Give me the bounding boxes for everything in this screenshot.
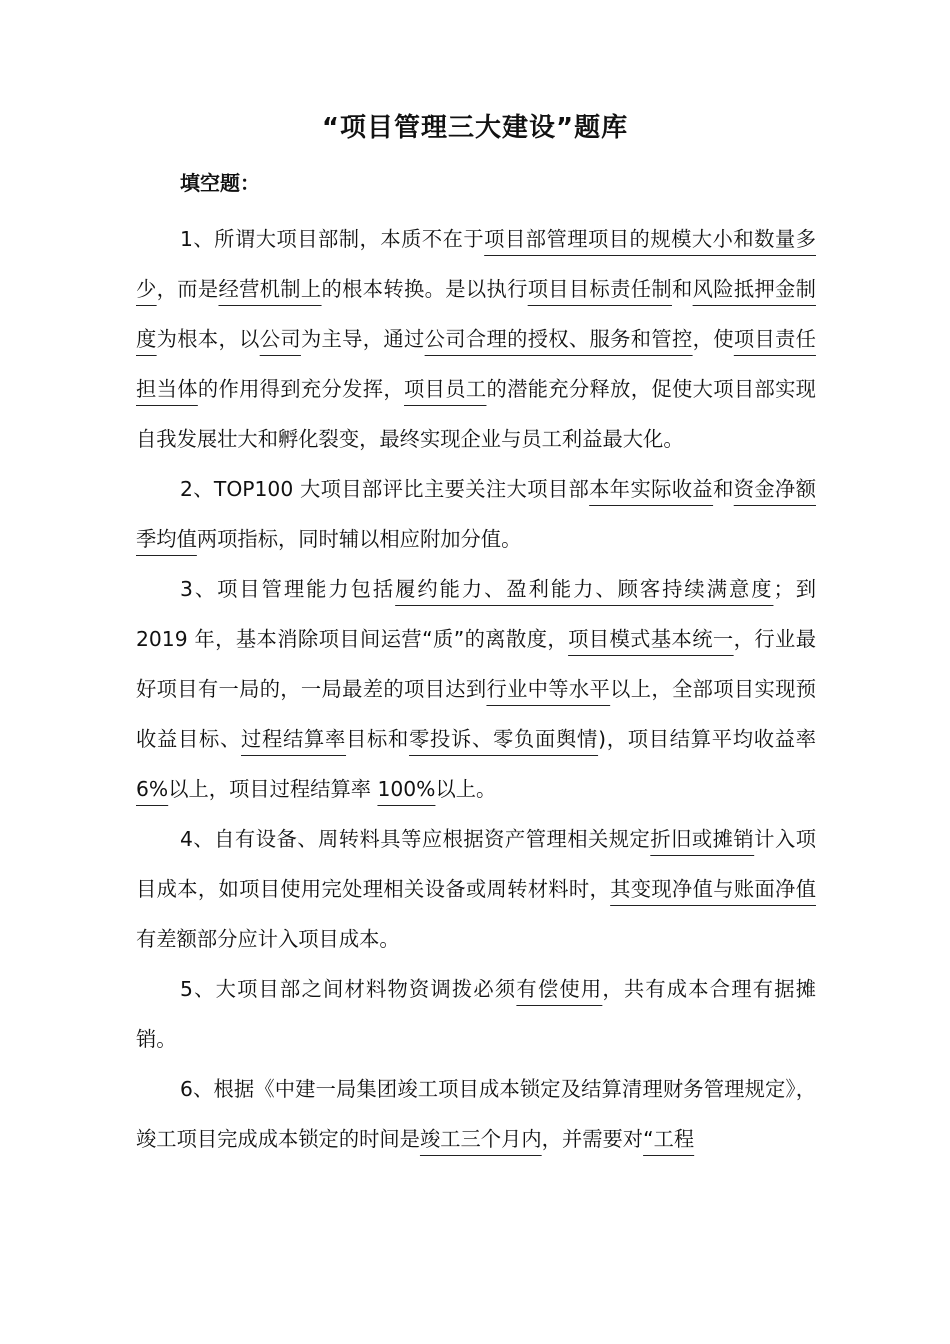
- question-text: 2、TOP100 大项目部评比主要关注大项目部: [180, 477, 590, 501]
- answer-blank: 竣工三个月内: [419, 1127, 542, 1151]
- question-5: [136, 964, 816, 1064]
- question-text: 5、大项目部之间材料物资调拨必须: [180, 977, 517, 1001]
- section-heading-fill-in-blank: 填空题：: [180, 171, 260, 195]
- question-2: [136, 464, 816, 564]
- question-text: ，行业最好项目有一局的，一局最差的项目达到: [136, 627, 816, 701]
- answer-blank: 6%: [136, 777, 169, 801]
- question-text: 为主导，通过: [300, 327, 425, 351]
- question-text: 和: [713, 477, 734, 501]
- answer-blank: 公司: [259, 327, 301, 351]
- question-text: 以上，项目过程结算率: [168, 777, 378, 801]
- question-text: 以上。: [435, 777, 497, 801]
- question-text: 为根本，以: [156, 327, 260, 351]
- answer-blank: 项目目标责任制: [527, 277, 672, 301]
- answer-blank: 项目部管理项目的规模大小和数量多少: [136, 227, 816, 301]
- question-text: 的作用得到充分发挥，: [197, 377, 404, 401]
- question-text: 和: [671, 277, 693, 301]
- question-6: [136, 1064, 816, 1164]
- answer-blank: 100%: [377, 777, 436, 801]
- question-text: ，而是: [156, 277, 219, 301]
- question-text: 以上，全部项目实现预收益目标、: [136, 677, 816, 751]
- answer-blank: 过程结算率: [241, 727, 347, 751]
- answer-blank: 项目模式基本统一: [568, 627, 734, 651]
- answer-blank: 有偿使用: [516, 977, 603, 1001]
- question-text: ；到 2019 年，基本消除项目间运营“质”的离散度，: [136, 577, 816, 651]
- answer-blank: 风险抵押金制度: [136, 277, 816, 351]
- question-4: [136, 814, 816, 964]
- question-text: 目标和: [346, 727, 410, 751]
- question-list: [136, 214, 816, 1164]
- question-text: 计入项目成本，如项目使用完处理相关设备或周转材料时，: [136, 827, 816, 901]
- answer-blank: 折旧或摊销: [650, 827, 755, 851]
- answer-blank: 项目责任担当体: [136, 327, 816, 401]
- answer-blank: “工程: [643, 1127, 695, 1151]
- question-3: [136, 564, 816, 814]
- answer-blank: 其变现净值与账面净值: [610, 877, 816, 901]
- question-text: )，项目结算平均收益率: [598, 727, 816, 751]
- answer-blank: 行业中等水平: [486, 677, 611, 701]
- question-text: 6、根据《中建一局集团竣工项目成本锁定及结算清理财务管理规定》，竣工项目完成成本锁定的时间是: [136, 1077, 816, 1151]
- answer-blank: 项目员工: [404, 377, 487, 401]
- answer-blank: 本年实际收益: [589, 477, 714, 501]
- question-text: 4、自有设备、周转料具等应根据资产管理相关规定: [180, 827, 651, 851]
- answer-blank: 履约能力、盈利能力、顾客持续满意度: [395, 577, 774, 601]
- question-text: 的根本转换。是以执行: [321, 277, 528, 301]
- document-title: “项目管理三大建设”题库: [321, 113, 629, 143]
- question-text: ，使: [692, 327, 734, 351]
- answer-blank: 零投诉、零负面舆情: [409, 727, 599, 751]
- question-text: 1、所谓大项目部制，本质不在于: [180, 227, 485, 251]
- question-text: 两项指标，同时辅以相应附加分值。: [196, 527, 522, 551]
- question-text: ，并需要对: [541, 1127, 644, 1151]
- question-text: ，共有成本合理有据摊销。: [136, 977, 816, 1051]
- answer-blank: 资金净额季均值: [136, 477, 816, 551]
- question-1: [136, 214, 816, 464]
- answer-blank: 经营机制上: [218, 277, 322, 301]
- answer-blank: 公司合理的授权、服务和管控: [424, 327, 693, 351]
- question-text: 有差额部分应计入项目成本。: [136, 927, 400, 951]
- question-text: 3、项目管理能力包括: [180, 577, 396, 601]
- question-text: 的潜能充分释放，促使大项目部实现自我发展壮大和孵化裂变，最终实现企业与员工利益最大化。: [136, 377, 816, 451]
